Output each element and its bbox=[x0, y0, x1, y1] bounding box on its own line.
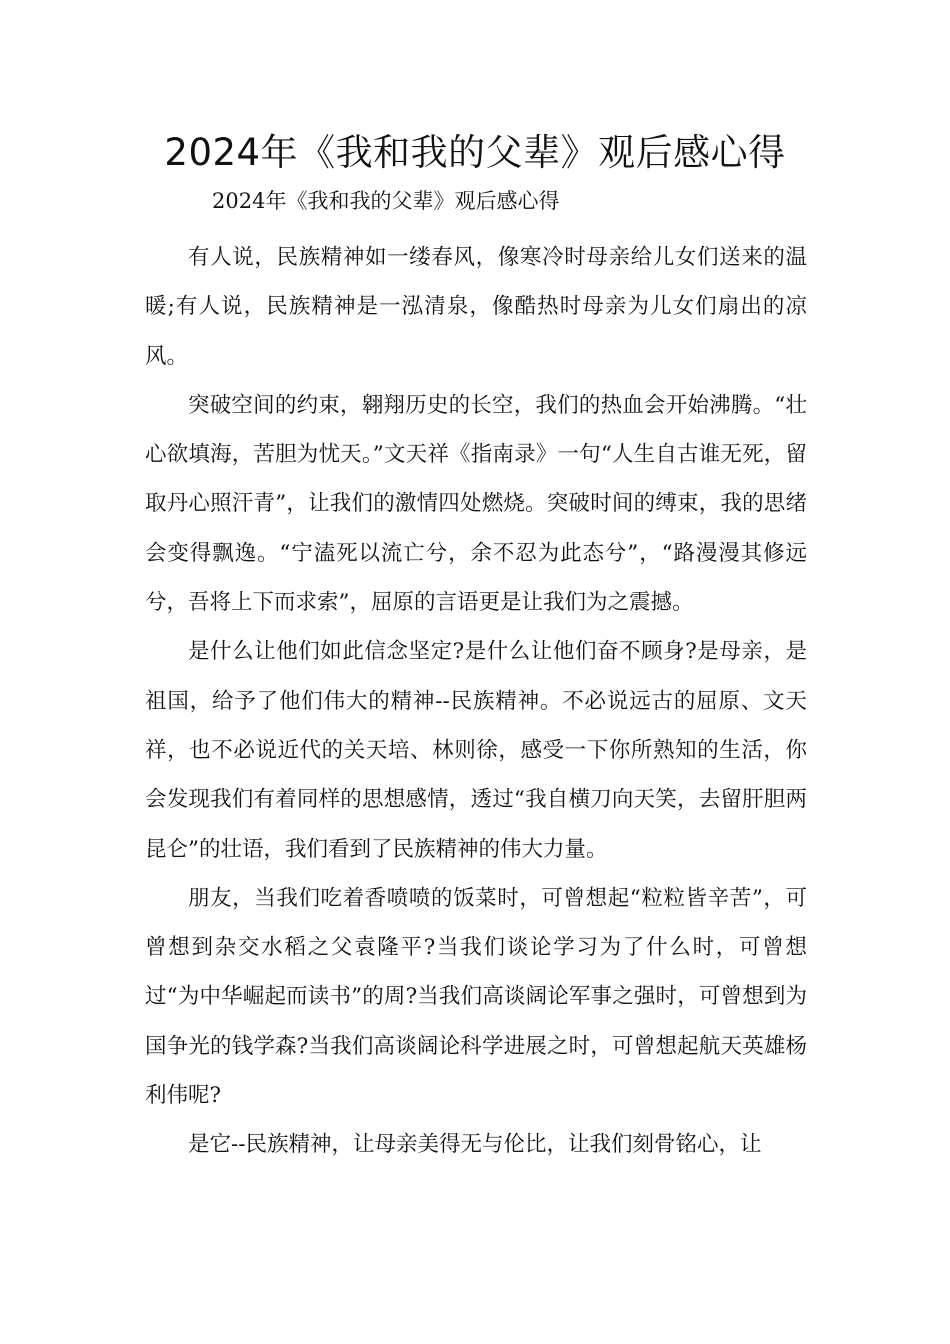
paragraph-3: 是什么让他们如此信念坚定?是什么让他们奋不顾身?是母亲，是祖国，给予了他们伟大的精神--民族精神。不必说远古的屈原、文天祥，也不必说近代的关天培、林则徐，感受一下你所熟知的生活，你会发现我们有着同样的思想感情，透过“我自横刀向天笑，去留肝胆两昆仑”的壮语，我们看到了民族精神的伟大力量。 bbox=[145, 639, 807, 862]
document-subtitle: 2024年《我和我的父辈》观后感心得 bbox=[212, 189, 560, 213]
document-title: 2024年《我和我的父辈》观后感心得 bbox=[164, 131, 786, 174]
paragraph-1: 有人说，民族精神如一缕春风，像寒冷时母亲给儿女们送来的温暖;有人说，民族精神是一泓清泉，像酷热时母亲为儿女们扇出的凉风。 bbox=[145, 245, 807, 369]
paragraph-2: 突破空间的约束，翱翔历史的长空，我们的热血会开始沸腾。“壮心欲填海，苦胆为忧天。”文天祥《指南录》一句“人生自古谁无死，留取丹心照汗青”，让我们的激情四处燃烧。突破时间的缚束，我的思绪会变得飘逸。“宁溘死以流亡兮，余不忍为此态兮”，“路漫漫其修远兮，吾将上下而求索”，屈原的言语更是让我们为之震撼。 bbox=[145, 392, 807, 616]
paragraph-5: 是它--民族精神，让母亲美得无与伦比，让我们刻骨铭心，让 bbox=[188, 1132, 762, 1158]
document-body bbox=[145, 233, 807, 1170]
paragraph-4: 朋友，当我们吃着香喷喷的饭菜时，可曾想起“粒粒皆辛苦”，可曾想到杂交水稻之父袁隆平?当我们谈论学习为了什么时，可曾想过“为中华崛起而读书”的周?当我们高谈阔论军事之强时，可曾想到为国争光的钱学森?当我们高谈阔论科学进展之时，可曾想起航天英雄杨利伟呢? bbox=[145, 885, 807, 1109]
